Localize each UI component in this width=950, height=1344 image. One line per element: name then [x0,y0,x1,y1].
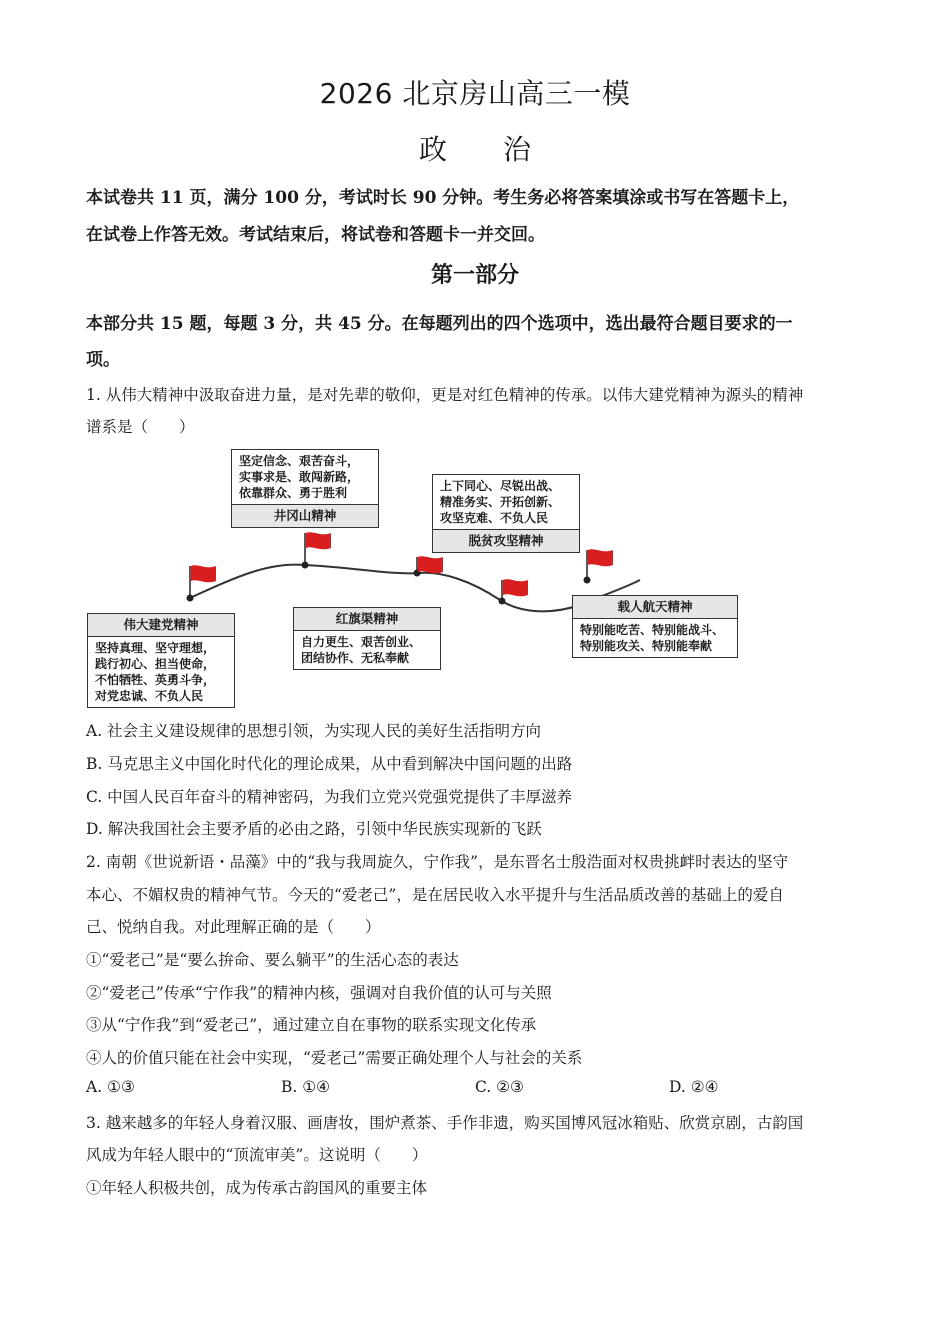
box-line: 实事求是、敢闯新路， [239,470,360,484]
box-line: 践行初心、担当使命， [95,657,216,671]
box-line: 不怕牺牲、英勇斗争， [95,673,216,687]
section-intro-line-2: 项。 [86,350,120,370]
section-title: 第一部分 [430,262,519,288]
intro-line-1: 本试卷共 11 页，满分 100 分，考试时长 90 分钟。考生务必将答案填涂或书写在答题卡上， [86,188,800,208]
q2-option-d: D. ②④ [669,1078,719,1096]
flag-icon [587,549,613,578]
q2-option-a: A. ①③ [86,1078,135,1096]
box-caption: 井冈山精神 [232,504,378,527]
q2-option-c: C. ②③ [475,1078,524,1096]
q2-stem-line-3: 己、悦纳自我。对此理解正确的是（ ） [86,918,381,936]
q1-option-d: D. 解决我国社会主要矛盾的必由之路，引领中华民族实现新的飞跃 [86,820,542,838]
q3-item-1: ①年轻人积极共创，成为传承古韵国风的重要主体 [86,1179,428,1197]
box-caption: 红旗渠精神 [294,608,440,631]
box-line: 特别能吃苦、特别能战斗、 [580,623,725,637]
box-jiandang [87,613,235,708]
q3-stem-line-2: 风成为年轻人眼中的“顶流审美”。这说明（ ） [86,1146,428,1164]
flag-icon [305,532,331,563]
q2-option-b: B. ①④ [281,1078,331,1096]
q2-stem-line-2: 本心、不媚权贵的精神气节。今天的“爱老己”，是在居民收入水平提升与生活品质改善的基础上的爱自 [86,886,784,904]
box-line: 团结协作、无私奉献 [301,651,410,665]
box-line: 坚持真理、坚守理想， [95,641,216,655]
box-caption: 伟大建党精神 [88,614,234,637]
q2-item-4: ④人的价值只能在社会中实现，“爱老己”需要正确处理个人与社会的关系 [86,1049,583,1067]
box-line: 攻坚克难、不负人民 [440,511,549,525]
box-caption: 脱贫攻坚精神 [433,529,579,552]
flag-icon [190,565,216,596]
box-line: 特别能攻关、特别能奉献 [580,639,713,653]
q1-option-b: B. 马克思主义中国化时代化的理论成果，从中看到解决中国问题的出路 [86,755,573,773]
box-hongqiqu [293,607,441,670]
section-intro-line-1: 本部分共 15 题，每题 3 分，共 45 分。在每题列出的四个选项中，选出最符合题目要求的一 [86,314,793,334]
flag-icon [502,579,528,599]
box-line: 坚定信念、艰苦奋斗， [239,454,360,468]
q2-item-1: ①“爱老己”是“要么拚命、要么躺平”的生活心态的表达 [86,951,459,969]
box-jinggangshan [231,449,379,528]
box-line: 对党忠诚、不负人民 [95,689,204,703]
box-line: 精准务实、开拓创新、 [440,495,561,509]
q2-stem-line-1: 2. 南朝《世说新语・品藻》中的“我与我周旋久，宁作我”，是东晋名士殷浩面对权贵挑衅时表达的坚守 [86,853,789,871]
spirit-lineage-diagram [80,440,760,710]
subject-title: 政 治 [418,133,531,166]
box-line: 上下同心、尽锐出战、 [440,479,561,493]
exam-title: 2026 北京房山高三一模 [319,77,631,110]
q1-option-a: A. 社会主义建设规律的思想引领，为实现人民的美好生活指明方向 [86,722,542,740]
box-line: 依靠群众、勇于胜利 [239,486,348,500]
q3-stem-line-1: 3. 越来越多的年轻人身着汉服、画唐妆，围炉煮茶、手作非遗，购买国博风冠冰箱贴、欣赏京剧，古韵国 [86,1114,804,1132]
q1-option-c: C. 中国人民百年奋斗的精神密码，为我们立党兴党强党提供了丰厚滋养 [86,788,573,806]
intro-line-2: 在试卷上作答无效。考试结束后，将试卷和答题卡一并交回。 [86,225,545,245]
box-line: 自力更生、艰苦创业、 [301,635,422,649]
q1-stem-line-1: 1. 从伟大精神中汲取奋进力量，是对先辈的敬仰，更是对红色精神的传承。以伟大建党精神为源头的精神 [86,386,804,404]
q2-item-2: ②“爱老己”传承“宁作我”的精神内核，强调对自我价值的认可与关照 [86,984,552,1002]
box-caption: 载人航天精神 [573,596,737,619]
q2-item-3: ③从“宁作我”到“爱老己”，通过建立自在事物的联系实现文化传承 [86,1016,537,1034]
box-tuopin [432,474,580,553]
q1-stem-line-2: 谱系是（ ） [86,418,195,436]
flag-icon [417,556,443,573]
box-hangtian [572,595,738,658]
